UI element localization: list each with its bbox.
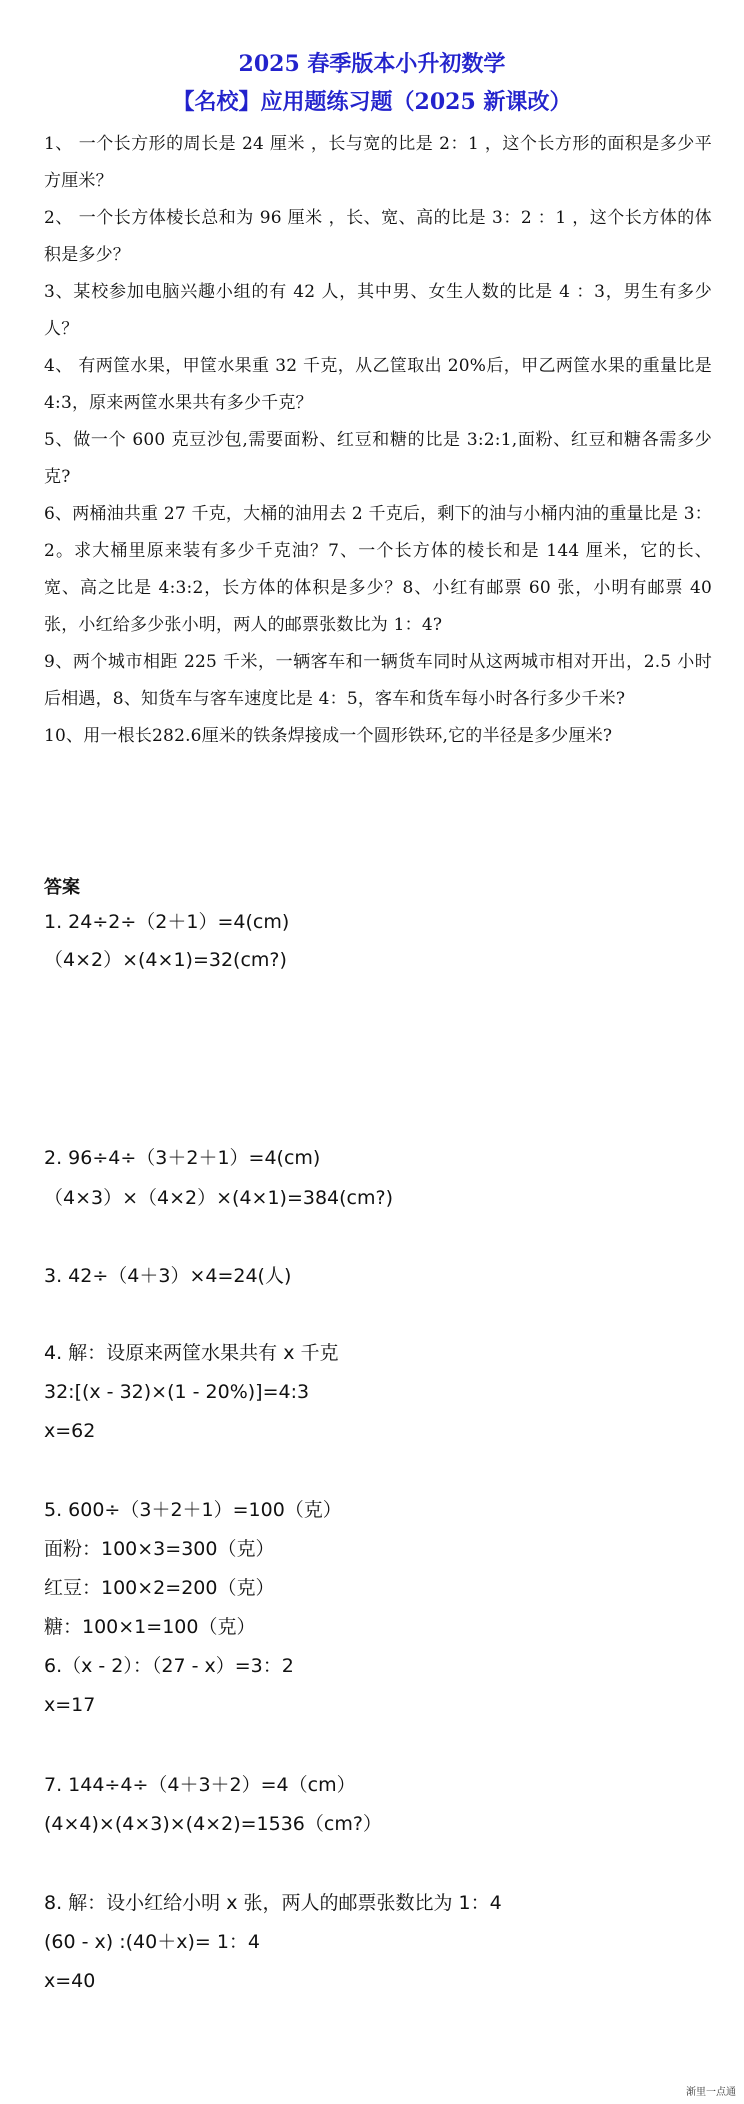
problem-item: 10、用一根长282.6厘米的铁条焊接成一个圆形铁环,它的半径是多少厘米?	[44, 726, 613, 746]
document-title: 2025 春季版本小升初数学	[238, 51, 506, 77]
answer-line: x=17	[44, 1694, 96, 1716]
footer-watermark: 渐里一点通	[686, 2087, 736, 2098]
answer-line: 4. 解：设原来两筐水果共有 x 千克	[44, 1342, 339, 1364]
problem-item: 3、某校参加电脑兴趣小组的有 42 人，其中男、女生人数的比是 4 ：3，男生有多少人？	[44, 282, 712, 339]
problem-item: 6、两桶油共重 27 千克，大桶的油用去 2 千克后，剩下的油与小桶内油的重量比是 3：2。求大桶里原来装有多少千克油？7、一个长方体的棱长和是 144 厘米，它的长、宽、高之比是 4:3:2，长方体的体积是多少？8、小红有邮票 60 张，小明有邮票 40 张，小红给多少张小明，两人的邮票张数比为 1：4?	[44, 504, 712, 635]
answer-line: x=40	[44, 1970, 96, 1992]
answer-line: x=62	[44, 1420, 96, 1442]
answer-line: 面粉：100×3=300（克）	[44, 1538, 275, 1560]
problem-item: 9、两个城市相距 225 千米，一辆客车和一辆货车同时从这两城市相对开出，2.5 小时后相遇，8、知货车与客车速度比是 4：5，客车和货车每小时各行多少千米?	[44, 652, 712, 709]
answer-line: （4×2）×(4×1)=32(cm?)	[44, 949, 287, 971]
answer-line: （4×3）×（4×2）×(4×1)=384(cm?)	[44, 1187, 394, 1209]
answer-line: (60 - x) :(40＋x)= 1：4	[44, 1931, 261, 1953]
document-subtitle: 【名校】应用题练习题（2025 新课改）	[172, 89, 572, 115]
answer-line: 5. 600÷（3＋2＋1）=100（克）	[44, 1499, 342, 1521]
problem-list	[44, 126, 712, 755]
answer-line: 1. 24÷2÷（2＋1）=4(cm)	[44, 911, 290, 933]
problem-item: 1、 一个长方形的周长是 24 厘米 ，长与宽的比是 2：1 ，这个长方形的面积是多少平方厘米？	[44, 134, 712, 191]
answer-line: 7. 144÷4÷（4＋3＋2）=4（cm）	[44, 1774, 356, 1796]
answer-line: (4×4)×(4×3)×(4×2)=1536（cm?）	[44, 1813, 382, 1835]
answer-line: 2. 96÷4÷（3＋2＋1）=4(cm)	[44, 1147, 321, 1169]
answer-line: 红豆：100×2=200（克）	[44, 1577, 275, 1599]
problem-item: 4、 有两筐水果，甲筐水果重 32 千克，从乙筐取出 20%后，甲乙两筐水果的重量比是 4:3，原来两筐水果共有多少千克？	[44, 356, 712, 413]
answer-line: 8. 解：设小红给小明 x 张，两人的邮票张数比为 1：4	[44, 1892, 502, 1914]
answer-line: 32:[(x - 32)×(1 - 20%)]=4:3	[44, 1381, 310, 1403]
answer-line: 糖：100×1=100（克）	[44, 1616, 256, 1638]
answer-line: 6.（x - 2）：（27 - x）=3：2	[44, 1655, 294, 1677]
problem-item: 5、做一个 600 克豆沙包,需要面粉、红豆和糖的比是 3:2:1,面粉、红豆和糖各需多少克?	[44, 430, 712, 487]
answer-line: 3. 42÷（4＋3）×4=24(人)	[44, 1265, 292, 1287]
answers-heading: 答案	[44, 877, 80, 898]
problem-item: 2、 一个长方体棱长总和为 96 厘米 ，长、宽、高的比是 3：2 ：1 ，这个长方体的体积是多少？	[44, 208, 712, 265]
